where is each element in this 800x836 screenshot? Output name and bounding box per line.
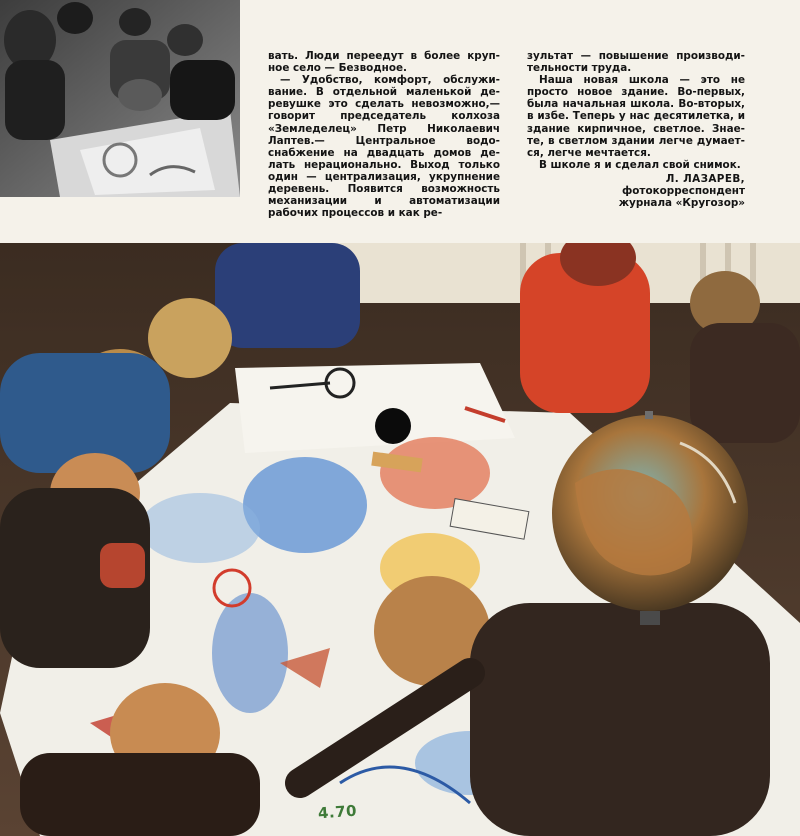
article-paragraph-quote: — Удобство, комфорт, обслуживание. В отдельной маленькой деревушке это сделать невозможно,— говорит председатель колхоза «Земледелец» Петр Николаевич Лаптев.— Центральное водоснабжение на двадцать домов делать нерационально. Выход только один — централизация, укрупнение деревень. Появится возможность механизации и автоматизации рабочих процессов и как ре- [268, 74, 500, 220]
author-role-line-2: журнала «Кругозор» [618, 197, 745, 210]
article-paragraph-school: Наша новая школа — это не просто новое здание. Во-первых, была начальная школа. Во-вторых, в избе. Теперь у нас десятилетка, и здание кирпичное, светлое. Знаете, в светлом здании легче думается, легче мечтается. [527, 74, 745, 159]
article-column-1 [268, 50, 500, 219]
color-photo-classroom [0, 243, 800, 836]
article-paragraph-continuation: зультат — повышение производительности труда. [527, 50, 745, 75]
article-paragraph-lead: вать. Люди переедут в более крупное село — Безводное. [268, 50, 500, 75]
author-role-line-1: фотокорреспондент [621, 185, 745, 198]
bw-photo-children-drawing [0, 0, 240, 197]
article-paragraph-closing: В школе я и сделал свой снимок. [539, 158, 741, 171]
page-stamp: 4.70 [317, 801, 358, 823]
author-name: Л. ЛАЗАРЕВ, [665, 172, 745, 185]
article-column-2 [527, 50, 745, 209]
